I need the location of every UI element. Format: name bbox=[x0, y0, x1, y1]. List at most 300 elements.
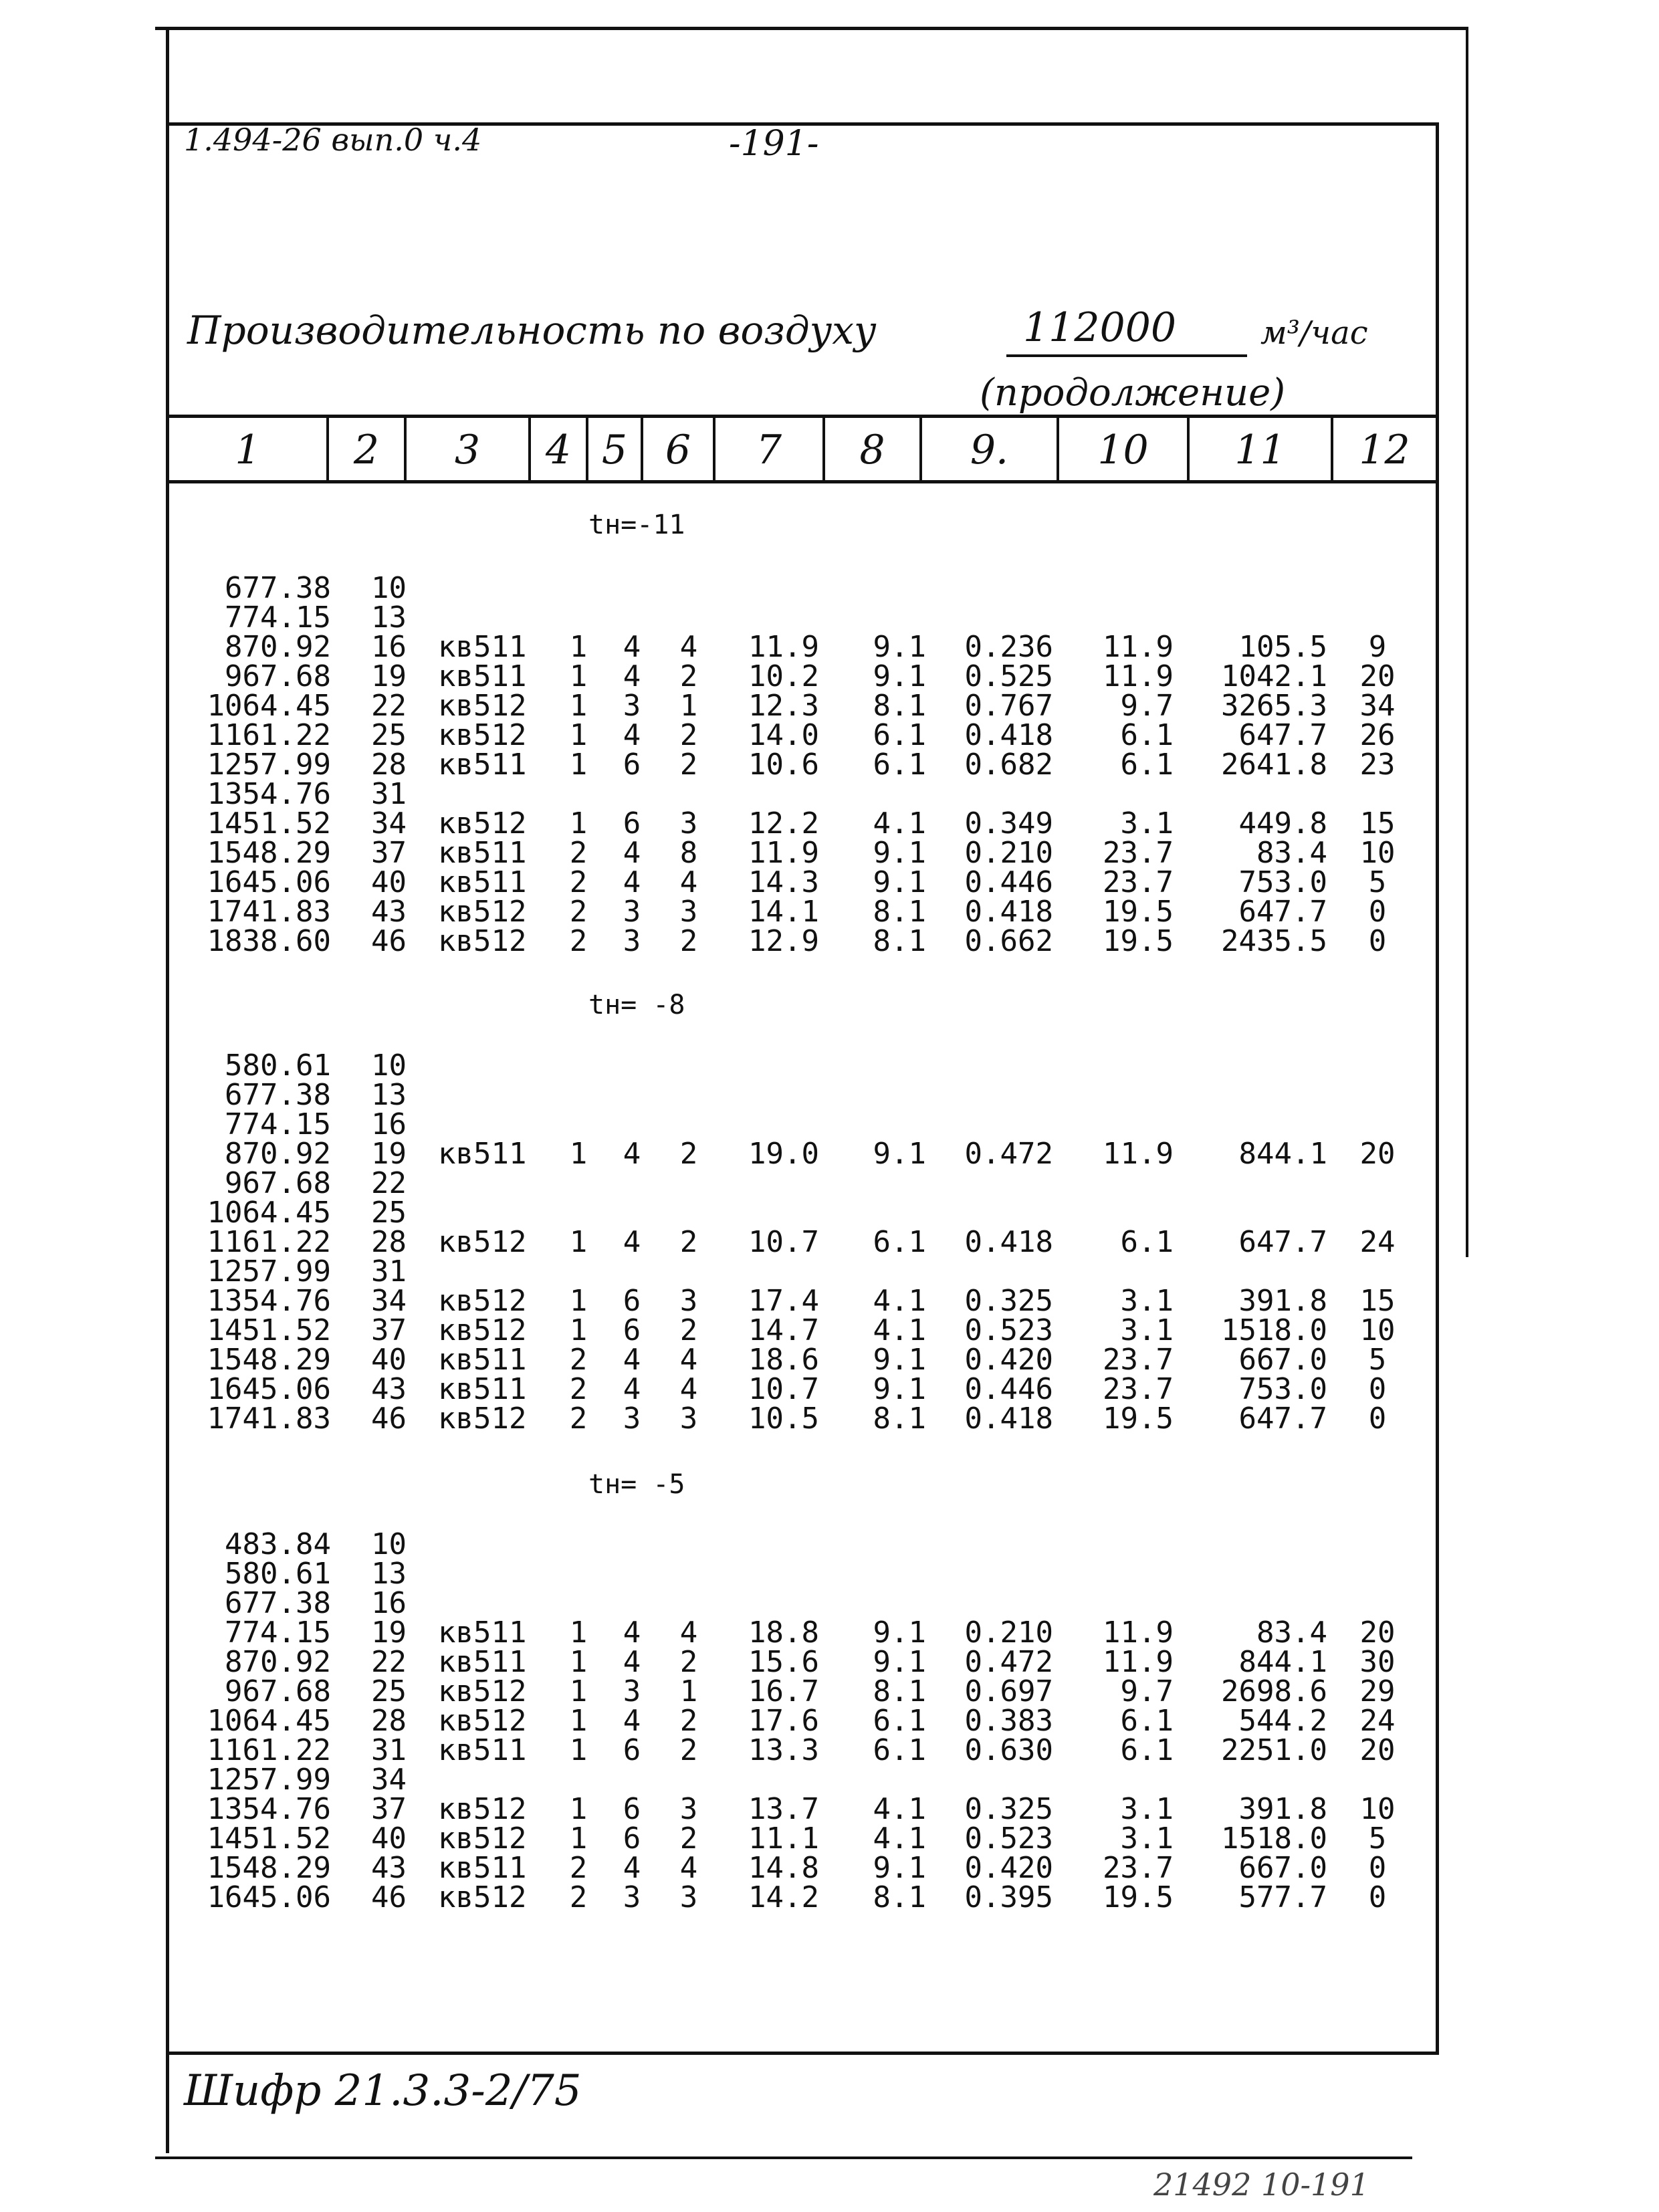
table-cell-col-2: 10 bbox=[371, 1527, 407, 1561]
table-cell-col-5: 6 bbox=[623, 1733, 641, 1767]
table-cell-col-7: 10.7 bbox=[748, 1372, 819, 1406]
table-cell-col-11: 1518.0 bbox=[1221, 1313, 1327, 1347]
title-unit: м³/час bbox=[1260, 314, 1368, 352]
table-cell-col-8: 9.1 bbox=[873, 1645, 926, 1679]
table-cell-col-9: 0.767 bbox=[964, 689, 1053, 723]
header-line-bottom bbox=[169, 480, 1438, 483]
table-cell-col-8: 4.1 bbox=[873, 1284, 926, 1318]
table-cell-col-4: 2 bbox=[569, 1851, 588, 1885]
table-cell-col-7: 11.9 bbox=[748, 630, 819, 664]
table-cell-col-2: 10 bbox=[371, 571, 407, 605]
table-cell-col-6: 4 bbox=[679, 865, 698, 899]
table-cell-col-12: 5 bbox=[1368, 865, 1387, 899]
outer-frame-bottom bbox=[155, 2156, 1412, 2159]
table-cell-col-2: 46 bbox=[371, 924, 407, 958]
table-cell-col-5: 4 bbox=[623, 630, 641, 664]
table-cell-col-4: 2 bbox=[569, 1880, 588, 1914]
table-cell-col-5: 6 bbox=[623, 1313, 641, 1347]
table-cell-col-8: 6.1 bbox=[873, 1733, 926, 1767]
table-cell-col-7: 10.7 bbox=[748, 1225, 819, 1259]
table-cell-col-2: 19 bbox=[371, 1616, 407, 1650]
table-cell-col-12: 30 bbox=[1359, 1645, 1396, 1679]
table-cell-col-12: 5 bbox=[1368, 1821, 1387, 1856]
table-cell-col-10: 6.1 bbox=[1120, 1733, 1174, 1767]
table-cell-col-4: 1 bbox=[569, 1674, 588, 1708]
table-cell-col-1: 1741.83 bbox=[207, 895, 331, 929]
table-cell-col-7: 18.8 bbox=[748, 1616, 819, 1650]
table-row bbox=[0, 1880, 1659, 1914]
table-row bbox=[0, 1733, 1659, 1767]
table-cell-col-3: кв511 bbox=[438, 659, 527, 693]
table-cell-col-6: 3 bbox=[679, 1880, 698, 1914]
table-cell-col-6: 2 bbox=[679, 748, 698, 782]
table-cell-col-11: 391.8 bbox=[1238, 1284, 1327, 1318]
table-cell-col-12: 0 bbox=[1368, 924, 1387, 958]
table-cell-col-5: 4 bbox=[623, 1225, 641, 1259]
table-row bbox=[0, 571, 1659, 605]
table-cell-col-8: 8.1 bbox=[873, 1674, 926, 1708]
table-cell-col-6: 2 bbox=[679, 1733, 698, 1767]
table-cell-col-3: кв511 bbox=[438, 865, 527, 899]
table-cell-col-6: 2 bbox=[679, 1313, 698, 1347]
table-cell-col-8: 9.1 bbox=[873, 836, 926, 870]
table-cell-col-10: 19.5 bbox=[1103, 924, 1174, 958]
table-cell-col-12: 20 bbox=[1359, 1733, 1396, 1767]
table-row bbox=[0, 1586, 1659, 1620]
column-header-6: 6 bbox=[665, 427, 691, 473]
table-cell-col-9: 0.418 bbox=[964, 1402, 1053, 1436]
table-cell-col-2: 43 bbox=[371, 895, 407, 929]
table-cell-col-7: 18.6 bbox=[748, 1343, 819, 1377]
table-cell-col-12: 24 bbox=[1359, 1225, 1396, 1259]
table-cell-col-11: 753.0 bbox=[1238, 1372, 1327, 1406]
table-cell-col-8: 4.1 bbox=[873, 1792, 926, 1826]
section-label: tн=-11 bbox=[588, 510, 685, 540]
table-cell-col-4: 2 bbox=[569, 895, 588, 929]
table-cell-col-3: кв512 bbox=[438, 1674, 527, 1708]
table-cell-col-1: 1645.06 bbox=[207, 1372, 331, 1406]
table-cell-col-1: 677.38 bbox=[225, 1078, 331, 1112]
table-cell-col-1: 483.84 bbox=[225, 1527, 331, 1561]
table-cell-col-10: 11.9 bbox=[1103, 1616, 1174, 1650]
table-cell-col-3: кв512 bbox=[438, 1880, 527, 1914]
table-row bbox=[0, 1821, 1659, 1856]
table-cell-col-6: 2 bbox=[679, 1645, 698, 1679]
table-cell-col-1: 1354.76 bbox=[207, 777, 331, 811]
table-cell-col-7: 14.7 bbox=[748, 1313, 819, 1347]
table-row bbox=[0, 1048, 1659, 1083]
table-cell-col-11: 844.1 bbox=[1238, 1645, 1327, 1679]
column-header-2: 2 bbox=[353, 427, 380, 473]
table-cell-col-9: 0.383 bbox=[964, 1704, 1053, 1738]
table-cell-col-12: 0 bbox=[1368, 1851, 1387, 1885]
table-cell-col-9: 0.210 bbox=[964, 1616, 1053, 1650]
table-cell-col-11: 1518.0 bbox=[1221, 1821, 1327, 1856]
table-cell-col-2: 19 bbox=[371, 1137, 407, 1171]
table-cell-col-3: кв512 bbox=[438, 924, 527, 958]
table-cell-col-6: 3 bbox=[679, 1402, 698, 1436]
table-cell-col-8: 6.1 bbox=[873, 1704, 926, 1738]
title-value: 112000 bbox=[1023, 304, 1177, 351]
table-row bbox=[0, 924, 1659, 958]
table-cell-col-6: 1 bbox=[679, 689, 698, 723]
table-cell-col-8: 8.1 bbox=[873, 1402, 926, 1436]
table-cell-col-8: 6.1 bbox=[873, 1225, 926, 1259]
table-cell-col-9: 0.418 bbox=[964, 718, 1053, 752]
table-row bbox=[0, 600, 1659, 635]
table-cell-col-2: 13 bbox=[371, 1078, 407, 1112]
table-cell-col-4: 1 bbox=[569, 1733, 588, 1767]
table-cell-col-2: 19 bbox=[371, 659, 407, 693]
table-cell-col-1: 967.68 bbox=[225, 659, 331, 693]
table-cell-col-7: 13.7 bbox=[748, 1792, 819, 1826]
table-row bbox=[0, 718, 1659, 752]
table-cell-col-10: 3.1 bbox=[1120, 1284, 1174, 1318]
table-cell-col-12: 10 bbox=[1359, 1792, 1396, 1826]
table-row bbox=[0, 1559, 1659, 1589]
doc-code: 1.494-26 вып.0 ч.4 bbox=[184, 122, 482, 158]
table-cell-col-11: 647.7 bbox=[1238, 718, 1327, 752]
table-cell-col-1: 1161.22 bbox=[207, 1225, 331, 1259]
table-cell-col-9: 0.210 bbox=[964, 836, 1053, 870]
table-cell-col-5: 3 bbox=[623, 689, 641, 723]
table-cell-col-5: 4 bbox=[623, 836, 641, 870]
table-cell-col-6: 3 bbox=[679, 806, 698, 841]
table-cell-col-7: 15.6 bbox=[748, 1645, 819, 1679]
table-cell-col-6: 2 bbox=[679, 1821, 698, 1856]
table-row bbox=[0, 1792, 1659, 1826]
table-cell-col-1: 580.61 bbox=[225, 1557, 331, 1591]
table-cell-col-2: 34 bbox=[371, 1284, 407, 1318]
table-cell-col-8: 9.1 bbox=[873, 1851, 926, 1885]
table-cell-col-5: 4 bbox=[623, 865, 641, 899]
table-cell-col-1: 1064.45 bbox=[207, 689, 331, 723]
table-cell-col-2: 46 bbox=[371, 1402, 407, 1436]
header-line-top bbox=[169, 415, 1438, 418]
table-cell-col-8: 8.1 bbox=[873, 924, 926, 958]
table-cell-col-5: 4 bbox=[623, 1704, 641, 1738]
table-cell-col-12: 26 bbox=[1359, 718, 1396, 752]
outer-frame-top bbox=[155, 27, 1466, 30]
table-cell-col-10: 9.7 bbox=[1120, 689, 1174, 723]
table-cell-col-11: 2435.5 bbox=[1221, 924, 1327, 958]
table-cell-col-1: 1354.76 bbox=[207, 1284, 331, 1318]
table-cell-col-2: 37 bbox=[371, 1792, 407, 1826]
table-row bbox=[0, 1645, 1659, 1679]
table-cell-col-1: 1645.06 bbox=[207, 865, 331, 899]
table-cell-col-1: 774.15 bbox=[225, 600, 331, 635]
table-cell-col-10: 23.7 bbox=[1103, 1851, 1174, 1885]
table-cell-col-7: 10.2 bbox=[748, 659, 819, 693]
table-cell-col-3: кв512 bbox=[438, 1313, 527, 1347]
table-cell-col-7: 14.3 bbox=[748, 865, 819, 899]
table-cell-col-3: кв511 bbox=[438, 1616, 527, 1650]
table-cell-col-3: кв511 bbox=[438, 836, 527, 870]
table-cell-col-1: 677.38 bbox=[225, 1586, 331, 1620]
table-cell-col-2: 31 bbox=[371, 1733, 407, 1767]
table-cell-col-3: кв511 bbox=[438, 748, 527, 782]
table-cell-col-5: 6 bbox=[623, 806, 641, 841]
table-cell-col-5: 6 bbox=[623, 1821, 641, 1856]
table-cell-col-1: 967.68 bbox=[225, 1674, 331, 1708]
table-cell-col-6: 2 bbox=[679, 924, 698, 958]
table-cell-col-12: 9 bbox=[1368, 630, 1387, 664]
table-cell-col-2: 40 bbox=[371, 1343, 407, 1377]
table-cell-col-3: кв512 bbox=[438, 689, 527, 723]
table-cell-col-7: 12.9 bbox=[748, 924, 819, 958]
table-cell-col-8: 8.1 bbox=[873, 895, 926, 929]
section-label: tн= -8 bbox=[588, 990, 685, 1020]
table-cell-col-10: 19.5 bbox=[1103, 1880, 1174, 1914]
table-cell-col-1: 1451.52 bbox=[207, 806, 331, 841]
table-cell-col-3: кв512 bbox=[438, 718, 527, 752]
table-row bbox=[0, 1139, 1659, 1169]
table-cell-col-5: 4 bbox=[623, 1645, 641, 1679]
table-cell-col-4: 2 bbox=[569, 865, 588, 899]
table-cell-col-4: 1 bbox=[569, 1645, 588, 1679]
table-cell-col-4: 2 bbox=[569, 924, 588, 958]
table-cell-col-10: 11.9 bbox=[1103, 1137, 1174, 1171]
table-cell-col-2: 25 bbox=[371, 1196, 407, 1230]
table-cell-col-11: 2251.0 bbox=[1221, 1733, 1327, 1767]
column-header-5: 5 bbox=[601, 427, 628, 473]
table-row bbox=[0, 1225, 1659, 1259]
table-cell-col-4: 1 bbox=[569, 806, 588, 841]
table-cell-col-4: 1 bbox=[569, 659, 588, 693]
table-row bbox=[0, 1618, 1659, 1648]
table-cell-col-8: 9.1 bbox=[873, 1372, 926, 1406]
table-cell-col-7: 11.1 bbox=[748, 1821, 819, 1856]
table-cell-col-2: 10 bbox=[371, 1048, 407, 1083]
table-cell-col-10: 19.5 bbox=[1103, 1402, 1174, 1436]
table-cell-col-2: 28 bbox=[371, 748, 407, 782]
table-row bbox=[0, 1254, 1659, 1289]
footer-cipher: Шифр 21.3.3-2/75 bbox=[184, 2066, 582, 2116]
table-row bbox=[0, 806, 1659, 841]
table-cell-col-9: 0.420 bbox=[964, 1851, 1053, 1885]
table-cell-col-11: 647.7 bbox=[1238, 1402, 1327, 1436]
table-cell-col-12: 34 bbox=[1359, 689, 1396, 723]
table-row bbox=[0, 1198, 1659, 1228]
table-cell-col-2: 31 bbox=[371, 777, 407, 811]
table-cell-col-1: 1451.52 bbox=[207, 1313, 331, 1347]
table-cell-col-1: 1064.45 bbox=[207, 1704, 331, 1738]
title-value-underline bbox=[1006, 354, 1247, 357]
table-cell-col-1: 1257.99 bbox=[207, 1254, 331, 1289]
table-cell-col-2: 16 bbox=[371, 1107, 407, 1141]
table-cell-col-12: 10 bbox=[1359, 836, 1396, 870]
table-cell-col-2: 37 bbox=[371, 836, 407, 870]
table-cell-col-1: 967.68 bbox=[225, 1166, 331, 1200]
table-cell-col-1: 774.15 bbox=[225, 1616, 331, 1650]
table-cell-col-2: 22 bbox=[371, 1645, 407, 1679]
table-cell-col-11: 667.0 bbox=[1238, 1851, 1327, 1885]
table-cell-col-8: 8.1 bbox=[873, 689, 926, 723]
table-cell-col-1: 870.92 bbox=[225, 630, 331, 664]
table-cell-col-9: 0.325 bbox=[964, 1284, 1053, 1318]
table-cell-col-1: 870.92 bbox=[225, 1645, 331, 1679]
table-cell-col-9: 0.418 bbox=[964, 1225, 1053, 1259]
table-cell-col-2: 43 bbox=[371, 1372, 407, 1406]
table-cell-col-9: 0.523 bbox=[964, 1313, 1053, 1347]
table-row bbox=[0, 1674, 1659, 1708]
table-row bbox=[0, 1078, 1659, 1112]
table-cell-col-2: 22 bbox=[371, 1166, 407, 1200]
table-cell-col-3: кв511 bbox=[438, 1137, 527, 1171]
table-cell-col-10: 3.1 bbox=[1120, 1313, 1174, 1347]
table-cell-col-7: 14.1 bbox=[748, 895, 819, 929]
title-continuation: (продолжение) bbox=[980, 371, 1286, 415]
table-cell-col-8: 6.1 bbox=[873, 748, 926, 782]
table-cell-col-10: 11.9 bbox=[1103, 1645, 1174, 1679]
table-cell-col-1: 1257.99 bbox=[207, 748, 331, 782]
table-row bbox=[0, 1706, 1659, 1736]
table-cell-col-12: 0 bbox=[1368, 1402, 1387, 1436]
table-row bbox=[0, 836, 1659, 870]
table-cell-col-5: 3 bbox=[623, 924, 641, 958]
table-cell-col-5: 4 bbox=[623, 1137, 641, 1171]
table-cell-col-2: 34 bbox=[371, 806, 407, 841]
column-header-8: 8 bbox=[859, 427, 885, 473]
title-prefix: Производительность по воздуху bbox=[187, 308, 877, 353]
table-row bbox=[0, 1765, 1659, 1795]
table-cell-col-4: 2 bbox=[569, 1343, 588, 1377]
column-header-1: 1 bbox=[235, 427, 261, 473]
table-cell-col-7: 16.7 bbox=[748, 1674, 819, 1708]
table-cell-col-4: 1 bbox=[569, 718, 588, 752]
table-row bbox=[0, 1404, 1659, 1434]
table-cell-col-12: 20 bbox=[1359, 659, 1396, 693]
table-cell-col-7: 10.5 bbox=[748, 1402, 819, 1436]
table-cell-col-6: 4 bbox=[679, 1372, 698, 1406]
table-row bbox=[0, 1107, 1659, 1141]
table-cell-col-12: 15 bbox=[1359, 1284, 1396, 1318]
table-cell-col-12: 0 bbox=[1368, 895, 1387, 929]
table-cell-col-7: 17.6 bbox=[748, 1704, 819, 1738]
table-row bbox=[0, 1372, 1659, 1406]
table-cell-col-11: 2641.8 bbox=[1221, 748, 1327, 782]
table-cell-col-7: 17.4 bbox=[748, 1284, 819, 1318]
column-header-7: 7 bbox=[756, 427, 782, 473]
table-cell-col-2: 40 bbox=[371, 865, 407, 899]
table-cell-col-4: 1 bbox=[569, 1284, 588, 1318]
table-cell-col-10: 23.7 bbox=[1103, 865, 1174, 899]
table-cell-col-8: 4.1 bbox=[873, 1821, 926, 1856]
table-cell-col-2: 31 bbox=[371, 1254, 407, 1289]
table-cell-col-2: 22 bbox=[371, 689, 407, 723]
table-cell-col-7: 14.0 bbox=[748, 718, 819, 752]
table-cell-col-1: 1838.60 bbox=[207, 924, 331, 958]
table-cell-col-7: 12.2 bbox=[748, 806, 819, 841]
table-cell-col-1: 1161.22 bbox=[207, 1733, 331, 1767]
table-cell-col-8: 9.1 bbox=[873, 865, 926, 899]
table-cell-col-5: 3 bbox=[623, 1402, 641, 1436]
table-cell-col-1: 1354.76 bbox=[207, 1792, 331, 1826]
table-cell-col-8: 9.1 bbox=[873, 630, 926, 664]
table-cell-col-1: 1548.29 bbox=[207, 1343, 331, 1377]
table-cell-col-12: 20 bbox=[1359, 1137, 1396, 1171]
table-cell-col-11: 1042.1 bbox=[1221, 659, 1327, 693]
footer-stamp: 21492 10-191 bbox=[1153, 2167, 1369, 2203]
table-cell-col-4: 1 bbox=[569, 748, 588, 782]
table-cell-col-11: 647.7 bbox=[1238, 1225, 1327, 1259]
table-cell-col-8: 4.1 bbox=[873, 1313, 926, 1347]
table-row bbox=[0, 1166, 1659, 1200]
table-cell-col-2: 43 bbox=[371, 1851, 407, 1885]
inner-frame-bottom bbox=[169, 2052, 1438, 2055]
table-cell-col-3: кв512 bbox=[438, 1704, 527, 1738]
table-cell-col-10: 23.7 bbox=[1103, 836, 1174, 870]
table-cell-col-6: 3 bbox=[679, 895, 698, 929]
table-cell-col-9: 0.446 bbox=[964, 865, 1053, 899]
table-cell-col-8: 9.1 bbox=[873, 1343, 926, 1377]
table-cell-col-12: 0 bbox=[1368, 1372, 1387, 1406]
table-cell-col-10: 6.1 bbox=[1120, 718, 1174, 752]
table-cell-col-2: 13 bbox=[371, 1557, 407, 1591]
table-cell-col-5: 4 bbox=[623, 1616, 641, 1650]
table-cell-col-11: 2698.6 bbox=[1221, 1674, 1327, 1708]
table-cell-col-7: 19.0 bbox=[748, 1137, 819, 1171]
table-cell-col-9: 0.325 bbox=[964, 1792, 1053, 1826]
table-cell-col-2: 46 bbox=[371, 1880, 407, 1914]
table-cell-col-3: кв511 bbox=[438, 1645, 527, 1679]
table-cell-col-6: 2 bbox=[679, 1704, 698, 1738]
table-cell-col-4: 1 bbox=[569, 1313, 588, 1347]
table-cell-col-7: 13.3 bbox=[748, 1733, 819, 1767]
table-cell-col-12: 0 bbox=[1368, 1880, 1387, 1914]
table-cell-col-10: 6.1 bbox=[1120, 1704, 1174, 1738]
table-cell-col-7: 12.3 bbox=[748, 689, 819, 723]
table-cell-col-10: 23.7 bbox=[1103, 1372, 1174, 1406]
table-cell-col-3: кв512 bbox=[438, 1821, 527, 1856]
table-cell-col-3: кв512 bbox=[438, 895, 527, 929]
table-cell-col-2: 16 bbox=[371, 1586, 407, 1620]
table-cell-col-2: 37 bbox=[371, 1313, 407, 1347]
table-cell-col-11: 83.4 bbox=[1256, 1616, 1327, 1650]
table-cell-col-1: 774.15 bbox=[225, 1107, 331, 1141]
table-cell-col-3: кв512 bbox=[438, 1402, 527, 1436]
table-cell-col-4: 1 bbox=[569, 1137, 588, 1171]
table-cell-col-4: 2 bbox=[569, 836, 588, 870]
table-cell-col-12: 15 bbox=[1359, 806, 1396, 841]
table-cell-col-9: 0.525 bbox=[964, 659, 1053, 693]
table-cell-col-4: 1 bbox=[569, 689, 588, 723]
table-cell-col-4: 1 bbox=[569, 1704, 588, 1738]
table-cell-col-7: 14.8 bbox=[748, 1851, 819, 1885]
table-cell-col-2: 16 bbox=[371, 630, 407, 664]
table-row bbox=[0, 1313, 1659, 1347]
table-cell-col-9: 0.420 bbox=[964, 1343, 1053, 1377]
table-cell-col-3: кв511 bbox=[438, 1343, 527, 1377]
table-cell-col-4: 1 bbox=[569, 1821, 588, 1856]
table-cell-col-5: 6 bbox=[623, 1792, 641, 1826]
table-cell-col-2: 13 bbox=[371, 600, 407, 635]
table-cell-col-6: 4 bbox=[679, 1616, 698, 1650]
table-cell-col-11: 753.0 bbox=[1238, 865, 1327, 899]
table-cell-col-5: 4 bbox=[623, 1851, 641, 1885]
table-cell-col-2: 40 bbox=[371, 1821, 407, 1856]
table-cell-col-3: кв511 bbox=[438, 1372, 527, 1406]
column-header-12: 12 bbox=[1359, 427, 1410, 473]
table-cell-col-11: 544.2 bbox=[1238, 1704, 1327, 1738]
table-cell-col-4: 1 bbox=[569, 630, 588, 664]
table-cell-col-9: 0.472 bbox=[964, 1645, 1053, 1679]
table-row bbox=[0, 897, 1659, 927]
table-cell-col-10: 3.1 bbox=[1120, 806, 1174, 841]
table-cell-col-3: кв512 bbox=[438, 1225, 527, 1259]
table-cell-col-11: 449.8 bbox=[1238, 806, 1327, 841]
section-label: tн= -5 bbox=[588, 1469, 685, 1500]
